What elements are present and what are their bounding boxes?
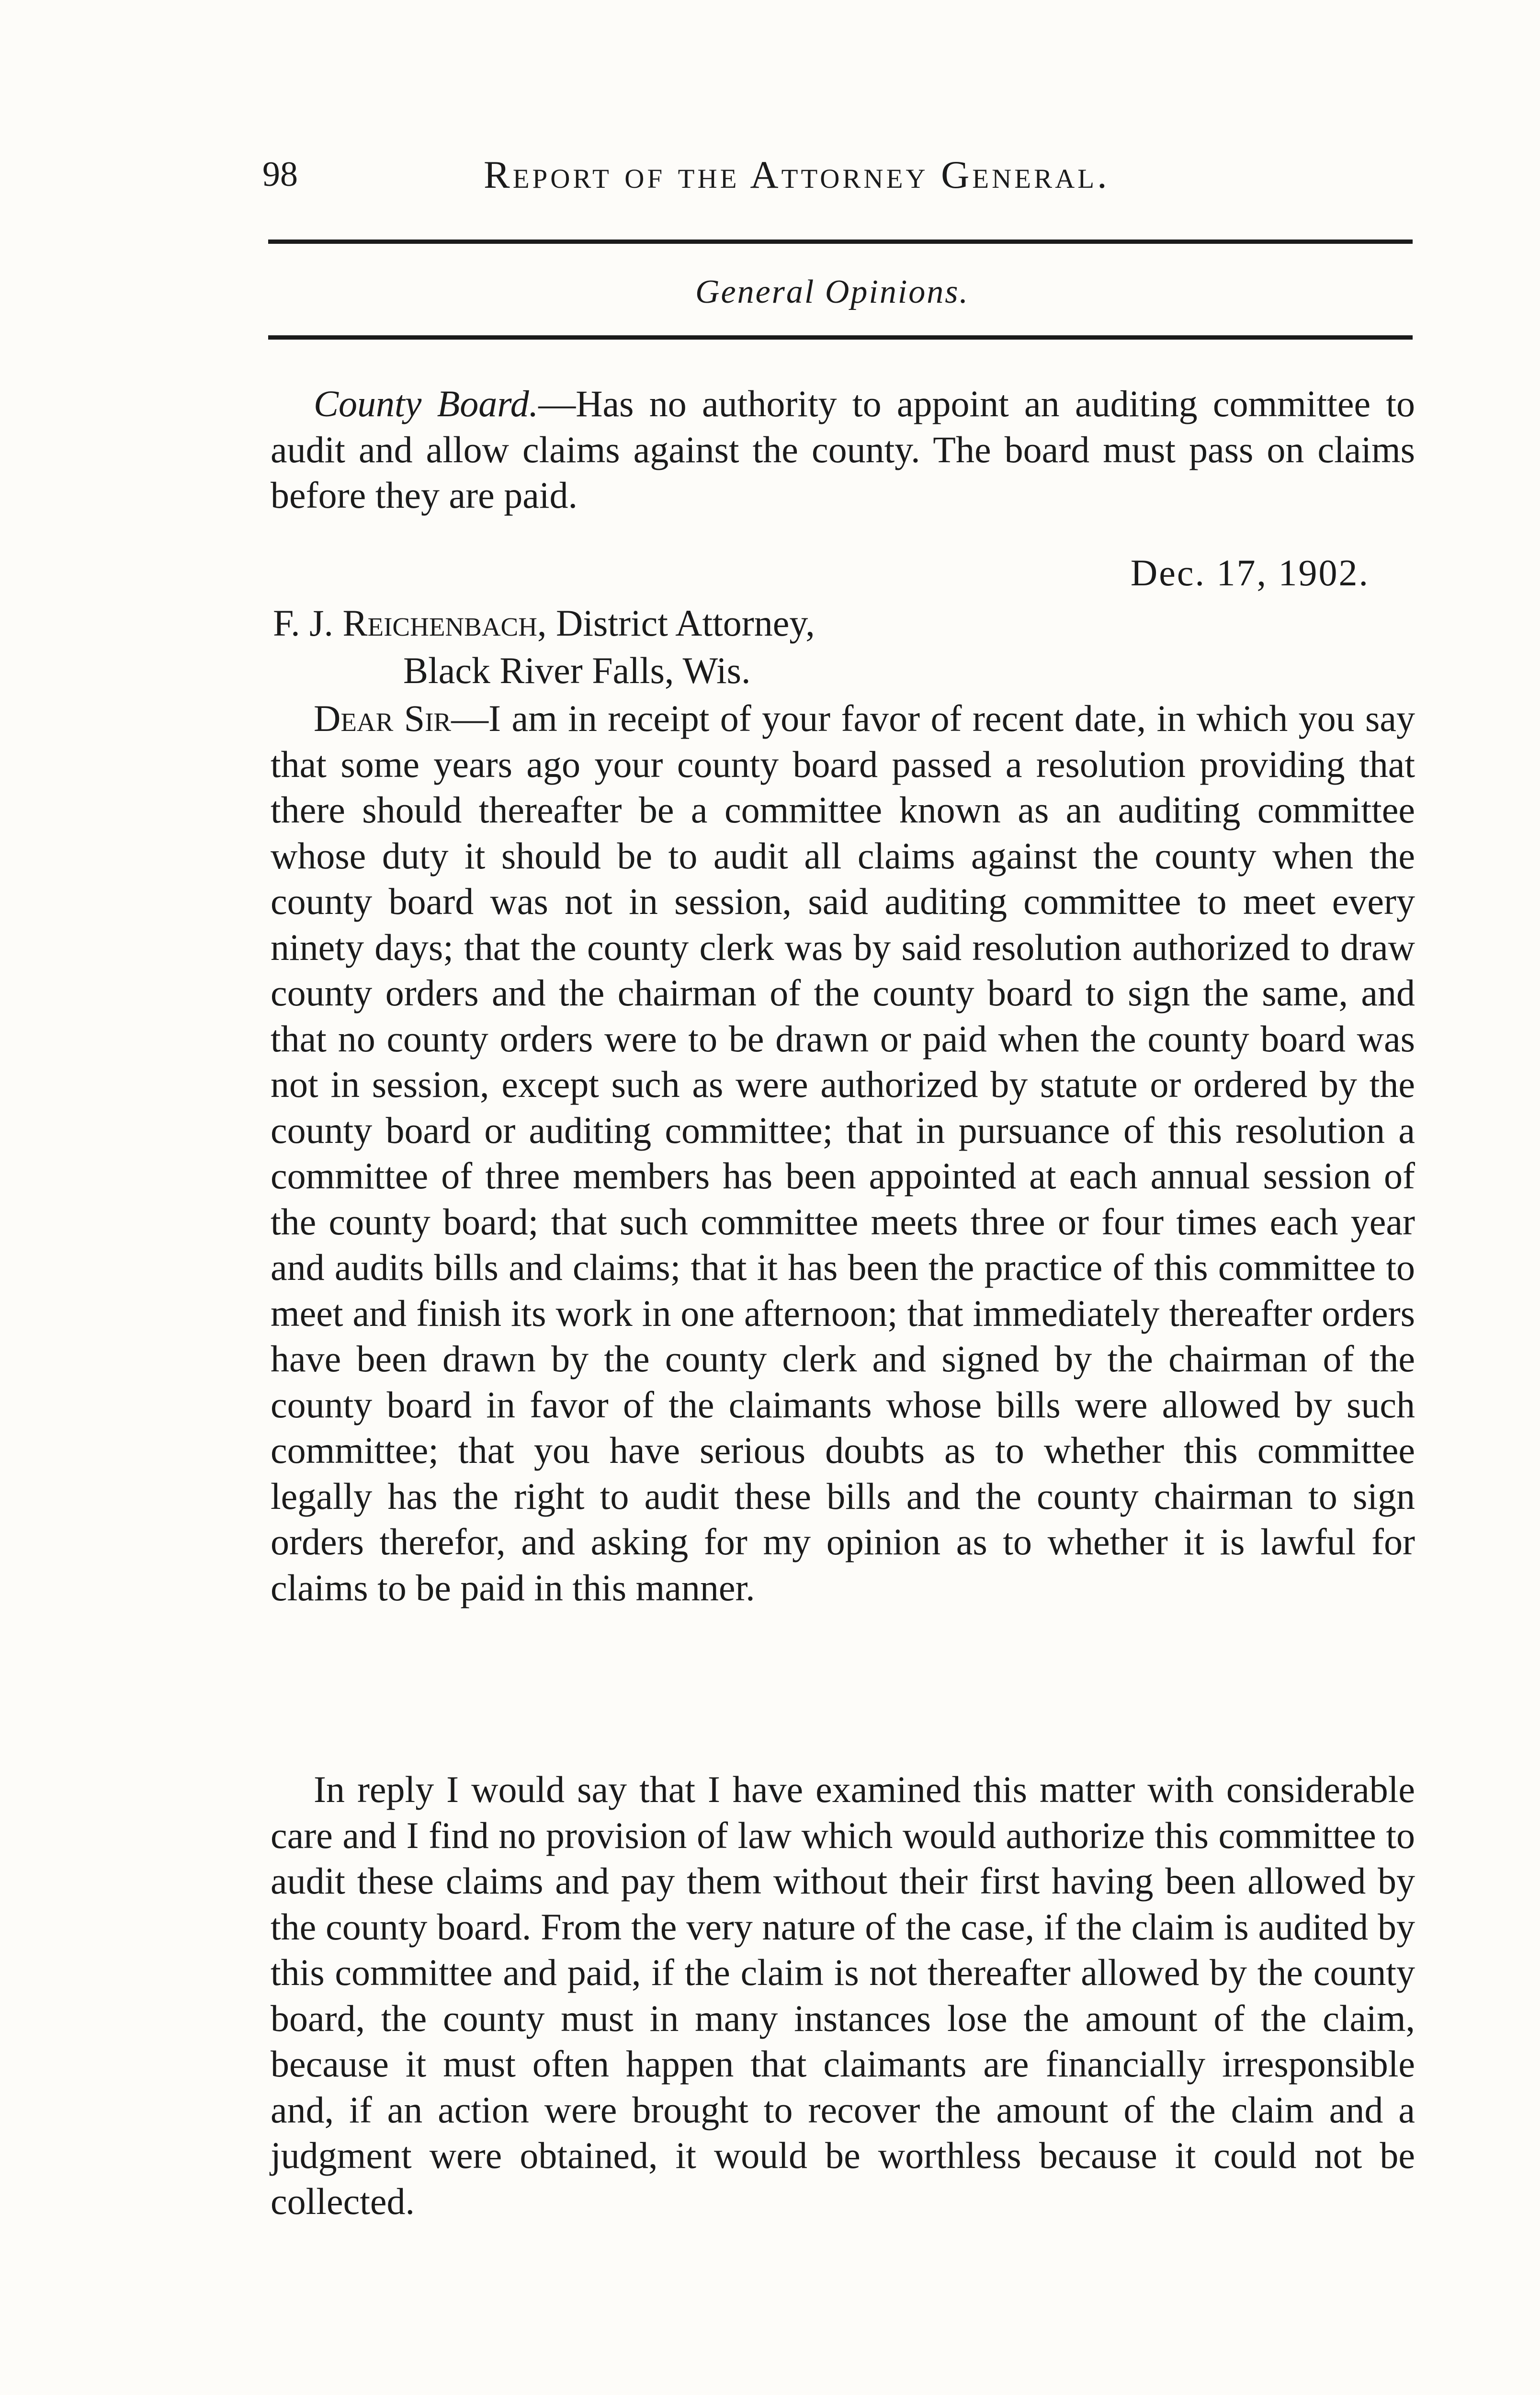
letter-paragraph-1	[271, 696, 1415, 1610]
header-rule-bottom	[268, 335, 1413, 340]
addressee-name: F. J. Reichenbach,	[273, 602, 547, 644]
headnote-subject: County Board.	[314, 383, 539, 424]
paragraph-1-text: —I am in receipt of your favor of recent date, in which you say that some years ago your county board passed a resolution providing that there should thereafter be a committee known as an auditing committee whose duty it should be to audit all claims against the county when the county board was not in session, said auditing committee to meet every ninety days; that the county clerk was by said resolution authorized to draw county orders and the chairman of the county board to sign the same, and that no county orders were to be drawn or paid when the county board was not in session, except such as were authorized by statute or ordered by the county board or auditing committee; that in pursuance of this resolution a committee of three members has been appointed at each annual session of the county board; that such committee meets three or four times each year and audits bills and claims; that it has been the practice of this committee to meet and finish its work in one afternoon; that immediately thereafter orders have been drawn by the county clerk and signed by the chairman of the county board in favor of the claimants whose bills were allowed by such committee; that you have serious doubts as to whether this committee legally has the right to audit these bills and the county chairman to sign orders therefor, and asking for my opinion as to whether it is lawful for claims to be paid in this manner.	[271, 697, 1415, 1608]
header-rule-top	[268, 240, 1413, 244]
page-number: 98	[262, 155, 298, 194]
running-title: Report of the Attorney General.	[484, 153, 1110, 196]
addressee-title: District Attorney,	[546, 602, 815, 644]
salutation: Dear Sir	[314, 697, 452, 739]
headnote	[271, 381, 1415, 518]
addressee-address: Black River Falls, Wis.	[403, 650, 751, 691]
paragraph-2-text: In reply I would say that I have examined this matter with considerable care and I find no provision of law which would authorize this committee to audit these claims and pay them without their first having been allowed by the county board. From the very nature of the case, if the claim is audited by this committee and paid, if the claim is not thereafter allowed by the county board, the county must in many instances lose the amount of the claim, because it must often happen that claimants are financially irresponsible and, if an action were brought to recover the amount of the claim and a judgment were obtained, it would be worthless because it could not be collected.	[271, 1768, 1415, 2222]
headnote-text: —Has no authority to appoint an auditing committee to audit and allow claims against the county. The board must pass on claims before they are paid.	[271, 383, 1415, 516]
section-title: General Opinions.	[695, 274, 970, 310]
letter-date: Dec. 17, 1902.	[1130, 552, 1370, 593]
letter-paragraph-2	[271, 1767, 1415, 2224]
addressee	[273, 602, 815, 645]
